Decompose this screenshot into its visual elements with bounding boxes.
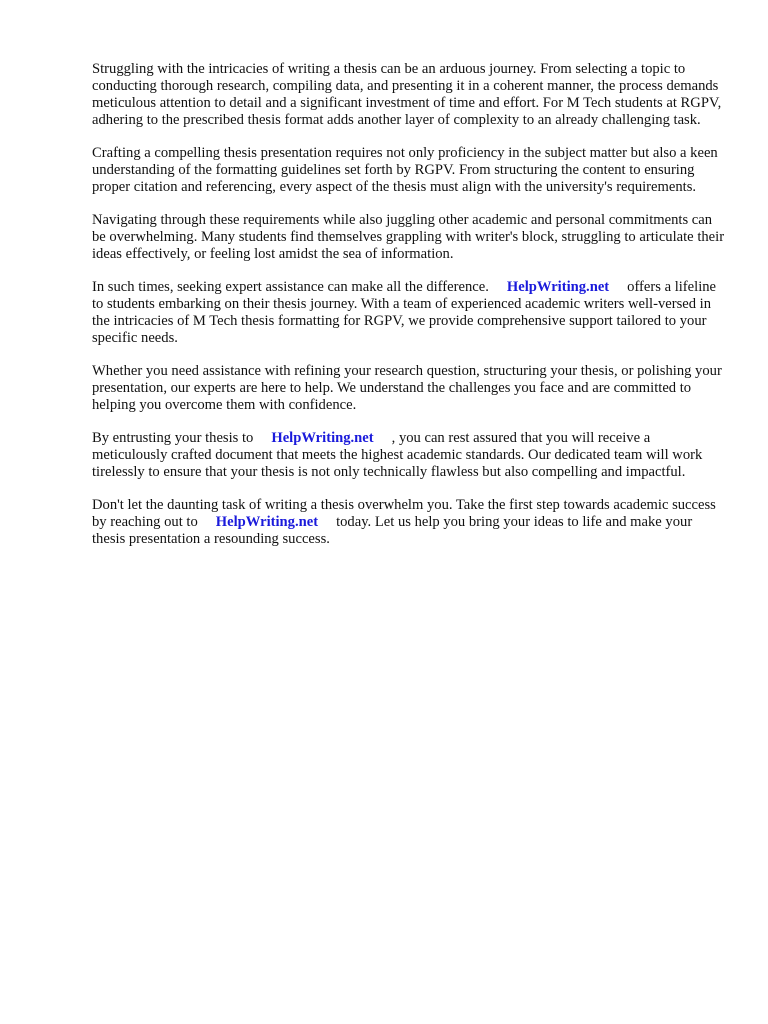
paragraph-closing-text-after: today. Let us help you bring your ideas to life and make your thesis presentation a resounding success. [92, 514, 693, 547]
paragraph-assistance-text-before: In such times, seeking expert assistance can make all the difference. [92, 279, 489, 295]
paragraph-entrusting [92, 430, 726, 481]
paragraph-assistance [92, 279, 726, 347]
paragraph-experts: Whether you need assistance with refining your research question, structuring your thesis, or polishing your presentation, our experts are here to help. We understand the challenges you face and are committed to helping you overcome them with confidence. [92, 363, 722, 413]
paragraph-assistance-text-after: offers a lifeline to students embarking on their thesis journey. With a team of experienced academic writers well-versed in the intricacies of M Tech thesis formatting for RGPV, we provide comprehensive support tailored to your specific needs. [92, 279, 717, 346]
paragraph-presentation: Crafting a compelling thesis presentation requires not only proficiency in the subject matter but also a keen understanding of the formatting guidelines set forth by RGPV. From structuring the content to ensuring proper citation and referencing, every aspect of the thesis must align with the university's requirements. [92, 145, 718, 195]
document-page [92, 61, 726, 564]
helpwriting-link-2[interactable]: HelpWriting.net [271, 430, 374, 446]
paragraph-intro: Struggling with the intricacies of writing a thesis can be an arduous journey. From selecting a topic to conducting thorough research, compiling data, and presenting it in a coherent manner, the process demands meticulous attention to detail and a significant investment of time and effort. For M Tech students at RGPV, adhering to the prescribed thesis format adds another layer of complexity to an already challenging task. [92, 61, 722, 128]
paragraph-entrusting-text-before: By entrusting your thesis to [92, 430, 254, 446]
paragraph-closing [92, 497, 726, 548]
paragraph-requirements: Navigating through these requirements while also juggling other academic and personal commitments can be overwhelming. Many students find themselves grappling with writer's block, struggling to articulate their ideas effectively, or feeling lost amidst the sea of information. [92, 212, 725, 262]
helpwriting-link-3[interactable]: HelpWriting.net [215, 514, 319, 530]
paragraph-closing-text-before: Don't let the daunting task of writing a thesis overwhelm you. Take the first step towards academic success by reaching out to [92, 497, 716, 530]
paragraph-entrusting-text-after: , you can rest assured that you will receive a meticulously crafted document that meets the highest academic standards. Our dedicated team will work tirelessly to ensure that your thesis is not only technically flawless but also compelling and impactful. [92, 430, 703, 480]
helpwriting-link-1[interactable]: HelpWriting.net [506, 279, 610, 295]
